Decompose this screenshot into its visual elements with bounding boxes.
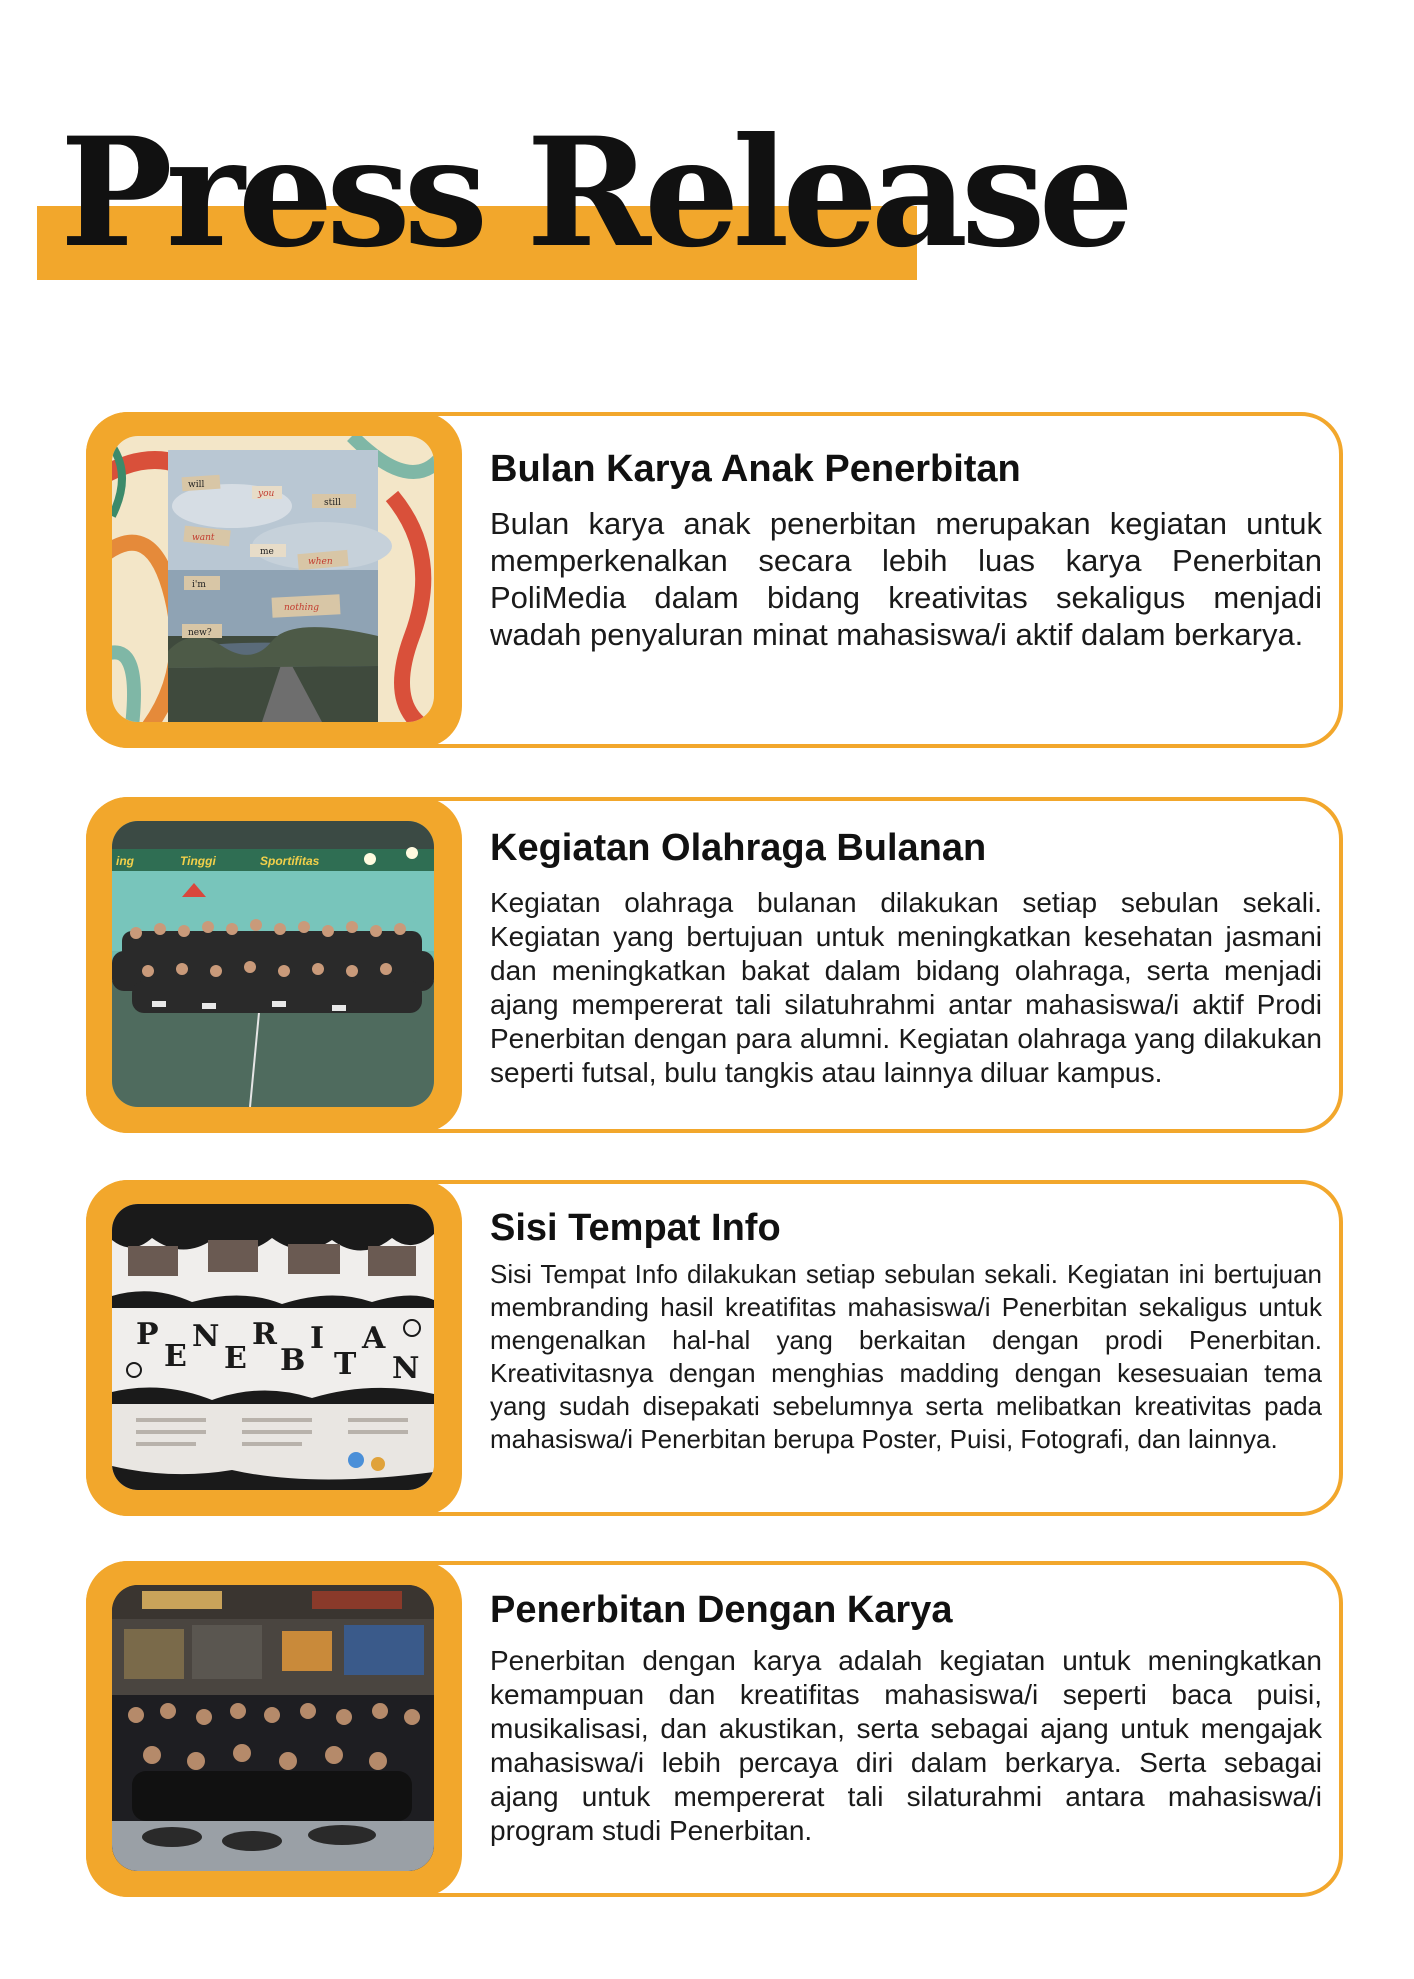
- article-card-penerbitan-dengan-karya: [86, 1561, 1343, 1897]
- article-card-bulan-karya: [86, 412, 1343, 748]
- svg-text:N: N: [192, 1319, 220, 1354]
- article-card-sisi-tempat-info: [86, 1180, 1343, 1516]
- svg-text:nothing: nothing: [284, 603, 320, 613]
- svg-text:me: me: [260, 547, 274, 557]
- svg-text:I: I: [310, 1321, 325, 1356]
- svg-text:ing: ing: [116, 854, 134, 868]
- svg-text:T: T: [334, 1347, 357, 1382]
- collage-poster-photo: [112, 436, 434, 722]
- svg-text:E: E: [224, 1341, 247, 1376]
- svg-text:E: E: [164, 1339, 187, 1374]
- article-card-olahraga: [86, 797, 1343, 1133]
- svg-text:i'm: i'm: [192, 580, 206, 590]
- svg-text:want: want: [192, 533, 215, 543]
- svg-text:when: when: [308, 557, 333, 567]
- svg-text:P: P: [136, 1317, 159, 1352]
- card-body: Penerbitan dengan karya adalah kegiatan untuk meningkatkan kemampuan dan kreatifitas mahasiswa/i seperti baca puisi, musikalisasi, dan akustikan, serta sebagai ajang untuk mengajak mahasiswa/i lebih percaya diri dalam berkarya. Serta sebagai ajang untuk mempererat tali silaturahmi antara mahasiswa/i program studi Penerbitan.: [490, 1645, 1322, 1846]
- card-body: Kegiatan olahraga bulanan dilakukan setiap sebulan sekali. Kegiatan yang bertujuan untuk meningkatkan kesehatan jasmani dan meningkatkan bakat dalam bidang olahraga, serta menjadi ajang mempererat tali silatuhrahmi antar mahasiswa/i aktif Prodi Penerbitan dengan para alumni. Kegiatan olahraga yang dilakukan seperti futsal, bulu tangkis atau lainnya diluar kampus.: [490, 887, 1322, 1088]
- group-photo-futsal: [112, 821, 434, 1107]
- card-title: Sisi Tempat Info: [490, 1207, 781, 1249]
- svg-text:A: A: [362, 1321, 386, 1356]
- svg-text:will: will: [188, 480, 205, 490]
- svg-text:Tinggi: Tinggi: [180, 854, 216, 868]
- svg-text:new?: new?: [188, 628, 212, 638]
- group-photo-night-event: [112, 1585, 434, 1871]
- card-title: Bulan Karya Anak Penerbitan: [490, 448, 1021, 490]
- wall-magazine-photo: [112, 1204, 434, 1490]
- card-title: Kegiatan Olahraga Bulanan: [490, 827, 987, 869]
- svg-text:you: you: [258, 489, 275, 499]
- svg-text:B: B: [280, 1343, 306, 1378]
- svg-text:N: N: [392, 1351, 420, 1386]
- card-body: Sisi Tempat Info dilakukan setiap sebulan sekali. Kegiatan ini bertujuan membranding hasil kreatifitas mahasiswa/i Penerbitan sekaligus untuk mengenalkan hal-hal yang berkaitan dengan prodi Penerbitan. Kreativitasnya dengan menghias madding dengan kesesuaian tema yang sudah disepakati sebelumnya serta melibatkan kreativitas pada mahasiswa/i Penerbitan berupa Poster, Puisi, Fotografi, dan lainnya.: [490, 1259, 1322, 1454]
- card-title: Penerbitan Dengan Karya: [490, 1589, 953, 1631]
- svg-text:still: still: [324, 498, 341, 508]
- page-title: Press Release: [60, 105, 1127, 281]
- card-body: Bulan karya anak penerbitan merupakan kegiatan untuk memperkenalkan secara lebih luas karya Penerbitan PoliMedia dalam bidang kreativitas sekaligus menjadi wadah penyaluran minat mahasiswa/i aktif dalam berkarya.: [490, 506, 1322, 652]
- svg-text:Sportifitas: Sportifitas: [260, 854, 320, 868]
- svg-text:R: R: [252, 1317, 277, 1352]
